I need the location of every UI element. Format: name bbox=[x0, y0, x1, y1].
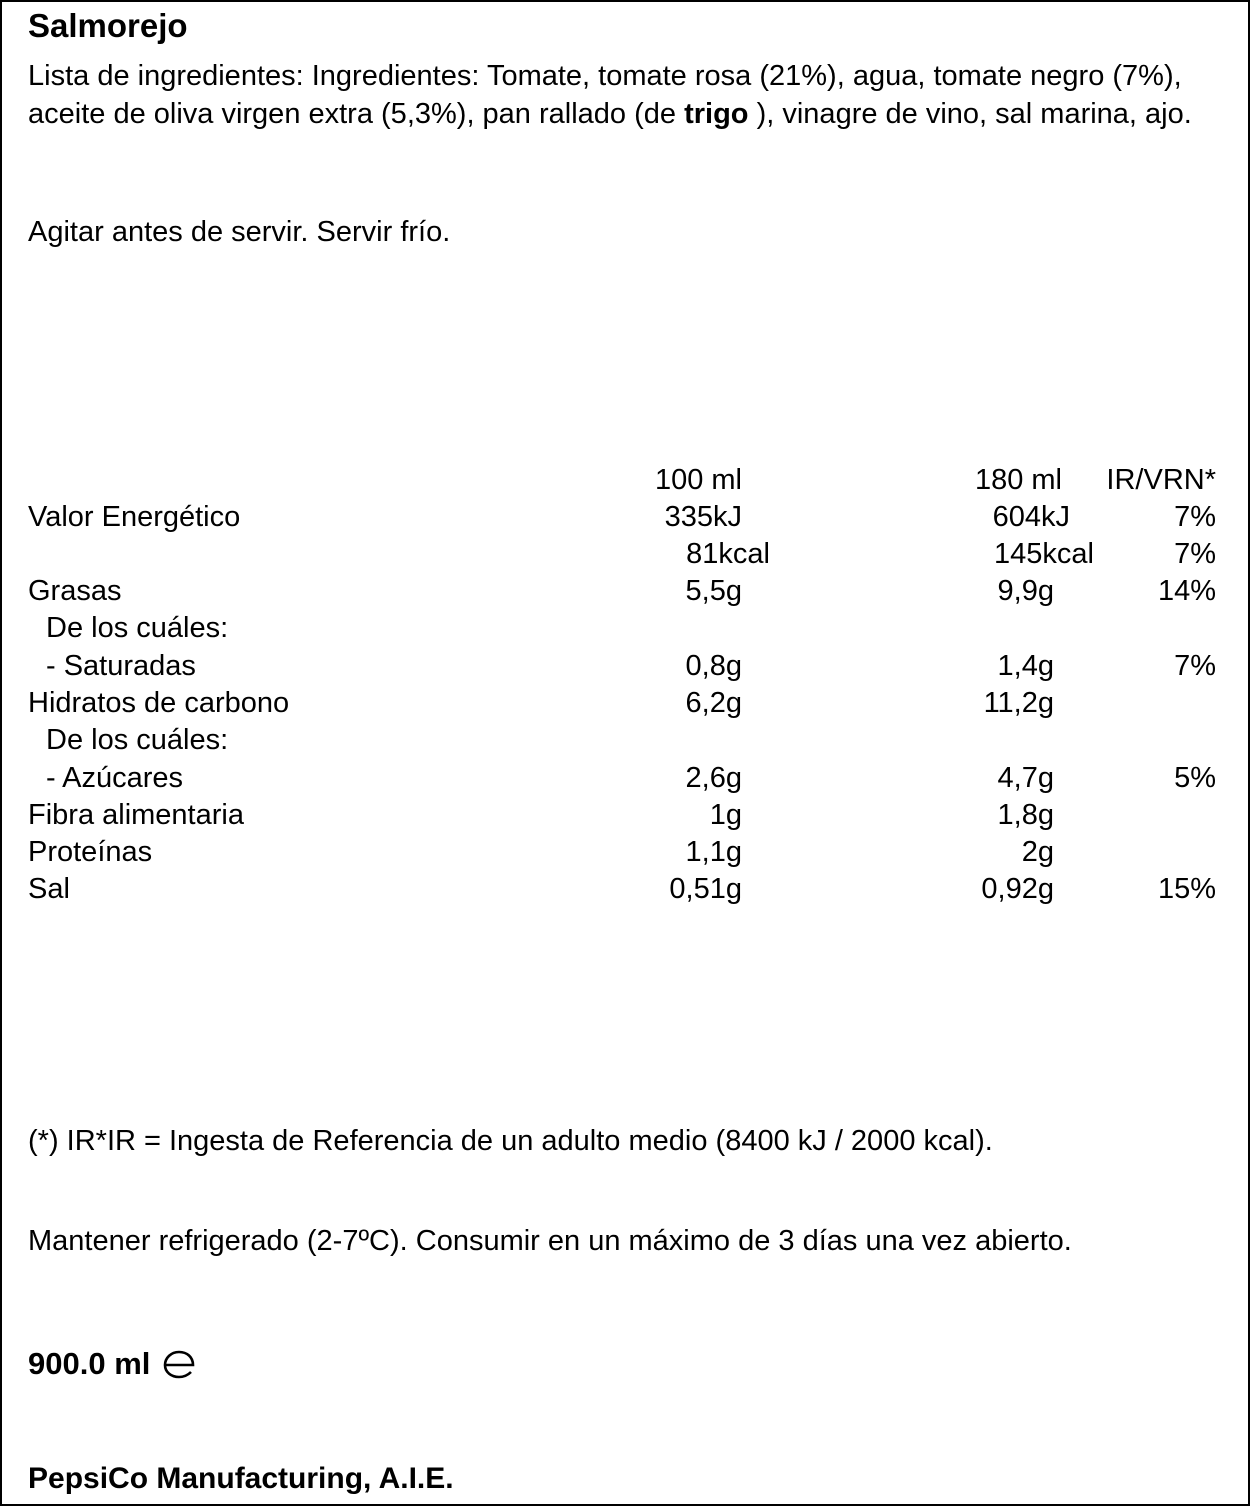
value-ri: 7% bbox=[1174, 650, 1216, 682]
value-100ml: 0,51g bbox=[669, 873, 742, 905]
nutrient-label: - Azúcares bbox=[46, 762, 183, 794]
net-quantity-value: 900.0 ml bbox=[28, 1346, 151, 1381]
value-180ml: 4,7g bbox=[997, 762, 1054, 794]
value-180ml: 604kJ bbox=[992, 501, 1070, 533]
estimated-sign-icon bbox=[162, 1347, 196, 1381]
nutrient-sublabel: De los cuáles: bbox=[46, 724, 229, 756]
allergen-highlight: trigo bbox=[684, 98, 749, 130]
value-ri: 15% bbox=[1157, 873, 1216, 905]
nutrient-label: Valor Energético bbox=[28, 501, 241, 533]
value-ri: 14% bbox=[1157, 575, 1216, 607]
nutrient-label: Fibra alimentaria bbox=[28, 799, 244, 831]
value-ri: 7% bbox=[1174, 501, 1216, 533]
serving-instructions: Agitar antes de servir. Servir frío. bbox=[28, 216, 451, 248]
value-100ml: 81kcal bbox=[686, 538, 770, 570]
value-100ml: 0,8g bbox=[685, 650, 742, 682]
value-180ml: 2g bbox=[1021, 836, 1054, 868]
ingredients-list bbox=[28, 57, 1218, 133]
value-ri: 7% bbox=[1174, 538, 1216, 570]
value-100ml: 6,2g bbox=[685, 687, 742, 719]
column-header-100ml: 100 ml bbox=[654, 464, 742, 496]
reference-intake-footnote: (*) IR*IR = Ingesta de Referencia de un adulto medio (8400 kJ / 2000 kcal). bbox=[28, 1125, 993, 1157]
column-header-ri: IR/VRN* bbox=[1106, 464, 1216, 496]
nutrient-label: Grasas bbox=[28, 575, 122, 607]
value-180ml: 1,4g bbox=[997, 650, 1054, 682]
value-100ml: 5,5g bbox=[685, 575, 742, 607]
net-quantity bbox=[28, 1345, 196, 1383]
value-180ml: 9,9g bbox=[997, 575, 1054, 607]
ingredients-text: Lista de ingredientes: Ingredientes: Tomate, tomate rosa (21%), agua, tomate negro (7%), aceite de oliva virgen extra (5,3%), pan rallado (de bbox=[28, 60, 1182, 130]
nutrient-sublabel: De los cuáles: bbox=[46, 612, 229, 644]
value-180ml: 0,92g bbox=[981, 873, 1054, 905]
ingredients-text-end: ), vinagre de vino, sal marina, ajo. bbox=[756, 98, 1192, 130]
value-180ml: 11,2g bbox=[983, 687, 1054, 719]
column-header-180ml: 180 ml bbox=[974, 464, 1062, 496]
nutrient-label: Proteínas bbox=[28, 836, 153, 868]
value-100ml: 1g bbox=[709, 799, 742, 831]
product-title: Salmorejo bbox=[28, 7, 188, 44]
value-180ml: 145kcal bbox=[994, 538, 1094, 570]
value-ri: 5% bbox=[1174, 762, 1216, 794]
storage-instructions: Mantener refrigerado (2-7ºC). Consumir en un máximo de 3 días una vez abierto. bbox=[28, 1225, 1072, 1257]
manufacturer-name: PepsiCo Manufacturing, A.I.E. bbox=[28, 1462, 454, 1495]
nutrient-label: - Saturadas bbox=[46, 650, 196, 682]
value-100ml: 335kJ bbox=[664, 501, 742, 533]
nutrient-label: Sal bbox=[28, 873, 70, 905]
value-100ml: 1,1g bbox=[685, 836, 742, 868]
value-100ml: 2,6g bbox=[685, 762, 742, 794]
value-180ml: 1,8g bbox=[997, 799, 1054, 831]
nutrient-label: Hidratos de carbono bbox=[28, 687, 290, 719]
